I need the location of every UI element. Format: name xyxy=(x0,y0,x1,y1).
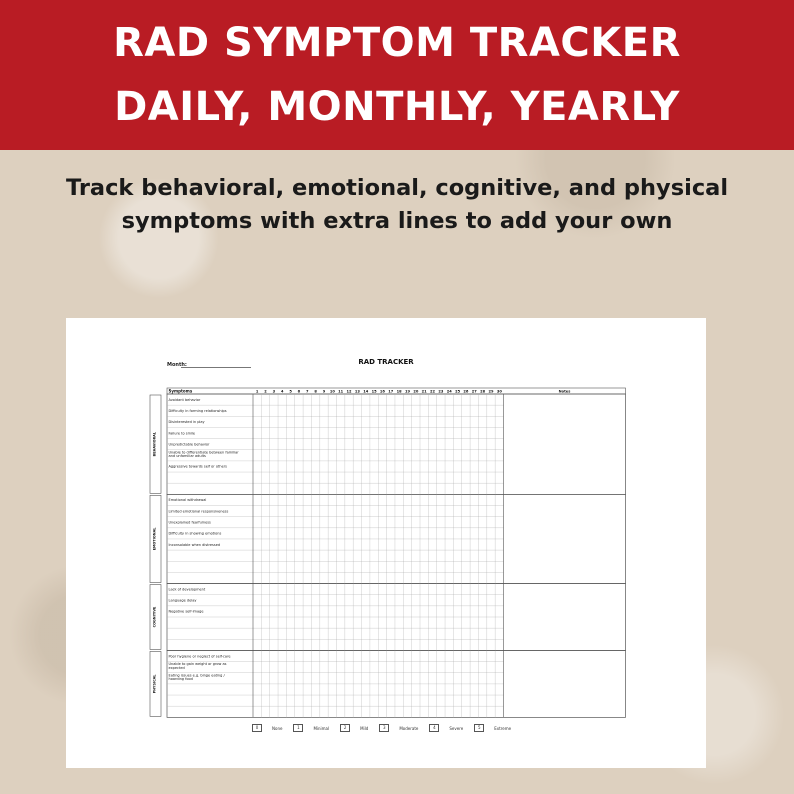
section-block xyxy=(167,394,626,494)
symptom-label: Aggressive towards self or others xyxy=(168,464,228,469)
day-header: 29 xyxy=(488,389,494,394)
symptom-label: Poor hygiene or neglect of self-care xyxy=(168,654,231,659)
symptom-label: Emotional withdrawal xyxy=(168,498,207,503)
category-label: COGNITIVE xyxy=(152,606,157,628)
legend-item xyxy=(252,724,282,732)
legend-item xyxy=(474,724,511,732)
legend-number-box: 2 xyxy=(340,724,350,732)
symptom-label: Negative self-image xyxy=(168,609,204,614)
legend-label: Severe xyxy=(449,725,464,731)
day-header: 28 xyxy=(480,389,486,394)
day-header: 14 xyxy=(363,389,369,394)
legend-label: None xyxy=(272,725,283,731)
symptom-label: Difficulty in showing emotions xyxy=(168,531,222,536)
legend-label: Moderate xyxy=(399,725,419,731)
banner-title-line-1: RAD SYMPTOM TRACKER xyxy=(113,20,681,66)
tracker-grid xyxy=(66,318,706,768)
day-header: 3 xyxy=(272,389,276,394)
symptom-label: Unpredictable behavior xyxy=(168,442,210,447)
symptom-label: Difficulty in forming relationships xyxy=(168,408,227,413)
day-header: 24 xyxy=(446,389,452,394)
day-header: 19 xyxy=(404,389,410,394)
day-header: 10 xyxy=(329,389,335,394)
symptom-label: Disinterested in play xyxy=(168,420,205,425)
product-description: Track behavioral, emotional, cognitive, and physical symptoms with extra lines to add your own xyxy=(65,175,729,234)
symptom-label: Eating issues e.g. binge eating / hoarding food xyxy=(168,673,225,681)
day-header: 4 xyxy=(280,389,284,394)
symptom-label: Limited emotional responsiveness xyxy=(168,509,229,514)
legend-number-box: 5 xyxy=(474,724,484,732)
banner-title-line-2: DAILY, MONTHLY, YEARLY xyxy=(114,84,680,130)
sheet-title: RAD TRACKER xyxy=(358,358,414,366)
symptom-label: Avoidant behavior xyxy=(168,397,201,402)
symptom-label: Unable to differentiate between familiar and unfamiliar adults xyxy=(168,450,239,458)
symptom-label: Unexplained fearfulness xyxy=(168,520,211,525)
day-header: 13 xyxy=(354,389,360,394)
day-header: 7 xyxy=(306,389,309,394)
day-header: 6 xyxy=(297,389,301,394)
symptom-label: Inconsolable when distressed xyxy=(168,542,221,547)
day-header: 25 xyxy=(455,389,461,394)
legend-item xyxy=(293,724,329,732)
day-header: 30 xyxy=(496,389,502,394)
month-label: Month: xyxy=(167,362,187,368)
day-header: 26 xyxy=(463,389,469,394)
legend-item xyxy=(379,724,418,732)
day-header: 15 xyxy=(371,389,377,394)
legend-number-box: 0 xyxy=(252,724,262,732)
day-header: 5 xyxy=(289,389,292,394)
day-header: 20 xyxy=(413,389,419,394)
legend-label: Extreme xyxy=(494,725,512,731)
legend-item xyxy=(340,724,368,732)
legend-number-box: 1 xyxy=(293,724,303,732)
symptom-label: Lack of development xyxy=(168,587,206,592)
day-header: 11 xyxy=(338,389,344,394)
day-header: 9 xyxy=(322,389,326,394)
legend-label: Mild xyxy=(360,725,369,731)
legend-label: Minimal xyxy=(313,725,330,731)
tracker-sheet-preview xyxy=(66,318,706,768)
day-header: 1 xyxy=(255,389,259,394)
symptom-label: Language delay xyxy=(168,598,197,603)
symptom-label: Unable to gain weight or grow as expected xyxy=(168,662,227,670)
day-header: 27 xyxy=(471,389,477,394)
legend-number-box: 3 xyxy=(379,724,389,732)
legend-number-box: 4 xyxy=(429,724,439,732)
category-label: PHYSICAL xyxy=(152,674,157,694)
category-label: BEHAVIORAL xyxy=(152,432,157,457)
legend-item xyxy=(429,724,463,732)
day-header: 22 xyxy=(430,389,436,394)
day-header: 23 xyxy=(438,389,444,394)
day-header: 8 xyxy=(314,389,317,394)
day-header: 21 xyxy=(421,389,427,394)
title-banner xyxy=(0,0,794,150)
severity-legend xyxy=(252,724,522,732)
notes-header: Notes xyxy=(558,389,571,394)
day-header: 17 xyxy=(388,389,394,394)
day-header: 2 xyxy=(264,389,267,394)
symptom-label: Failure to smile xyxy=(168,431,196,436)
category-label: EMOTIONAL xyxy=(152,527,157,551)
day-header: 18 xyxy=(396,389,402,394)
day-header: 16 xyxy=(379,389,385,394)
symptoms-header: Symptoms xyxy=(168,388,193,394)
day-header: 12 xyxy=(346,389,352,394)
